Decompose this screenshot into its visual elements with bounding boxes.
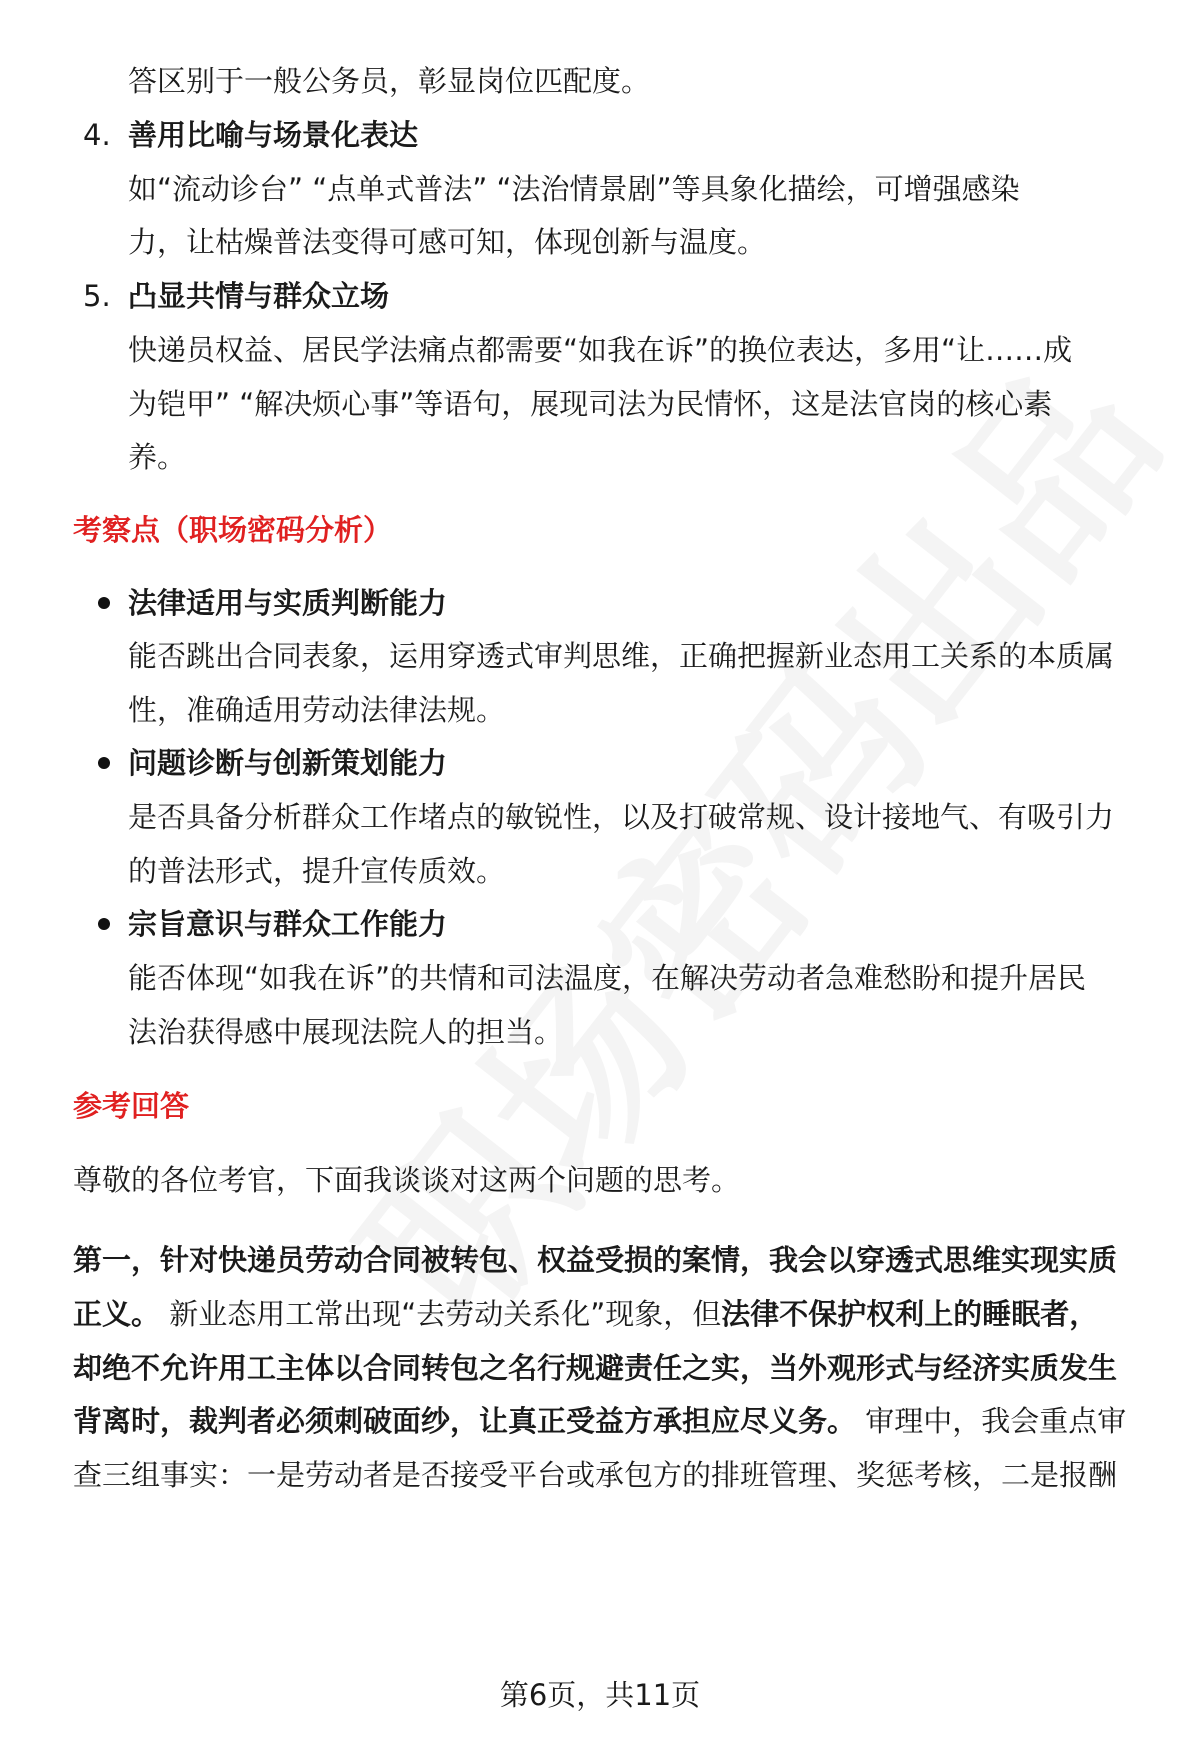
answer-intro: 尊敬的各位考官，下面我谈谈对这两个问题的思考。 <box>73 1163 741 1197</box>
bullet-text-line: 的普法形式，提升宣传质效。 <box>128 854 506 888</box>
answer-normal-span: 审理中，我会重点审 <box>856 1404 1127 1438</box>
bullet-dot <box>98 918 110 930</box>
bullet-text-line: 性，准确适用劳动法律法规。 <box>128 693 506 727</box>
item-number: 4. <box>83 118 111 152</box>
item-text-line: 如“流动诊台” “点单式普法” “法治情景剧”等具象化描绘，可增强感染 <box>128 172 1020 206</box>
answer-line <box>73 1294 1098 1334</box>
item-text-line: 为铠甲” “解决烦心事”等语句，展现司法为民情怀，这是法官岗的核心素 <box>128 387 1053 421</box>
bullet-text-line: 能否跳出合同表象，运用穿透式审判思维，正确把握新业态用工关系的本质属 <box>128 639 1115 673</box>
intro-line: 答区别于一般公务员，彰显岗位匹配度。 <box>128 64 651 98</box>
section-heading-exam: 考察点（职场密码分析） <box>73 513 393 547</box>
item-title: 善用比喻与场景化表达 <box>128 118 419 152</box>
bullet-dot <box>98 757 110 769</box>
bullet-dot <box>98 597 110 609</box>
bullet-text-line: 是否具备分析群众工作堵点的敏锐性，以及打破常规、设计接地气、有吸引力 <box>128 800 1115 834</box>
bullet-title: 宗旨意识与群众工作能力 <box>128 907 448 941</box>
item-text-line: 快递员权益、居民学法痛点都需要“如我在诉”的换位表达，多用“让……成 <box>128 333 1073 367</box>
item-text-line: 养。 <box>128 440 187 474</box>
section-heading-answer: 参考回答 <box>73 1089 190 1123</box>
answer-bold-span: 法律不保护权利上的睡眠者， <box>721 1297 1099 1331</box>
item-number: 5. <box>83 279 111 313</box>
item-title: 凸显共情与群众立场 <box>128 279 390 313</box>
answer-line: 却绝不允许用工主体以合同转包之名行规避责任之实，当外观形式与经济实质发生 <box>73 1351 1118 1385</box>
item-text-line: 力，让枯燥普法变得可感可知，体现创新与温度。 <box>128 225 767 259</box>
answer-bold-span: 背离时，裁判者必须刺破面纱，让真正受益方承担应尽义务。 <box>73 1404 857 1438</box>
bullet-text-line: 法治获得感中展现法院人的担当。 <box>128 1015 564 1049</box>
bullet-text-line: 能否体现“如我在诉”的共情和司法温度，在解决劳动者急难愁盼和提升居民 <box>128 961 1087 995</box>
answer-bold-span: 正义。 <box>73 1297 161 1331</box>
answer-line <box>73 1401 1126 1441</box>
answer-normal-span: 新业态用工常出现“去劳动关系化”现象，但 <box>160 1297 722 1331</box>
answer-line: 查三组事实：一是劳动者是否接受平台或承包方的排班管理、奖惩考核，二是报酬 <box>73 1458 1118 1492</box>
page-footer: 第6页，共11页 <box>499 1678 701 1712</box>
bullet-title: 问题诊断与创新策划能力 <box>128 746 448 780</box>
bullet-title: 法律适用与实质判断能力 <box>128 586 448 620</box>
answer-line: 第一，针对快递员劳动合同被转包、权益受损的案情，我会以穿透式思维实现实质 <box>73 1243 1118 1277</box>
